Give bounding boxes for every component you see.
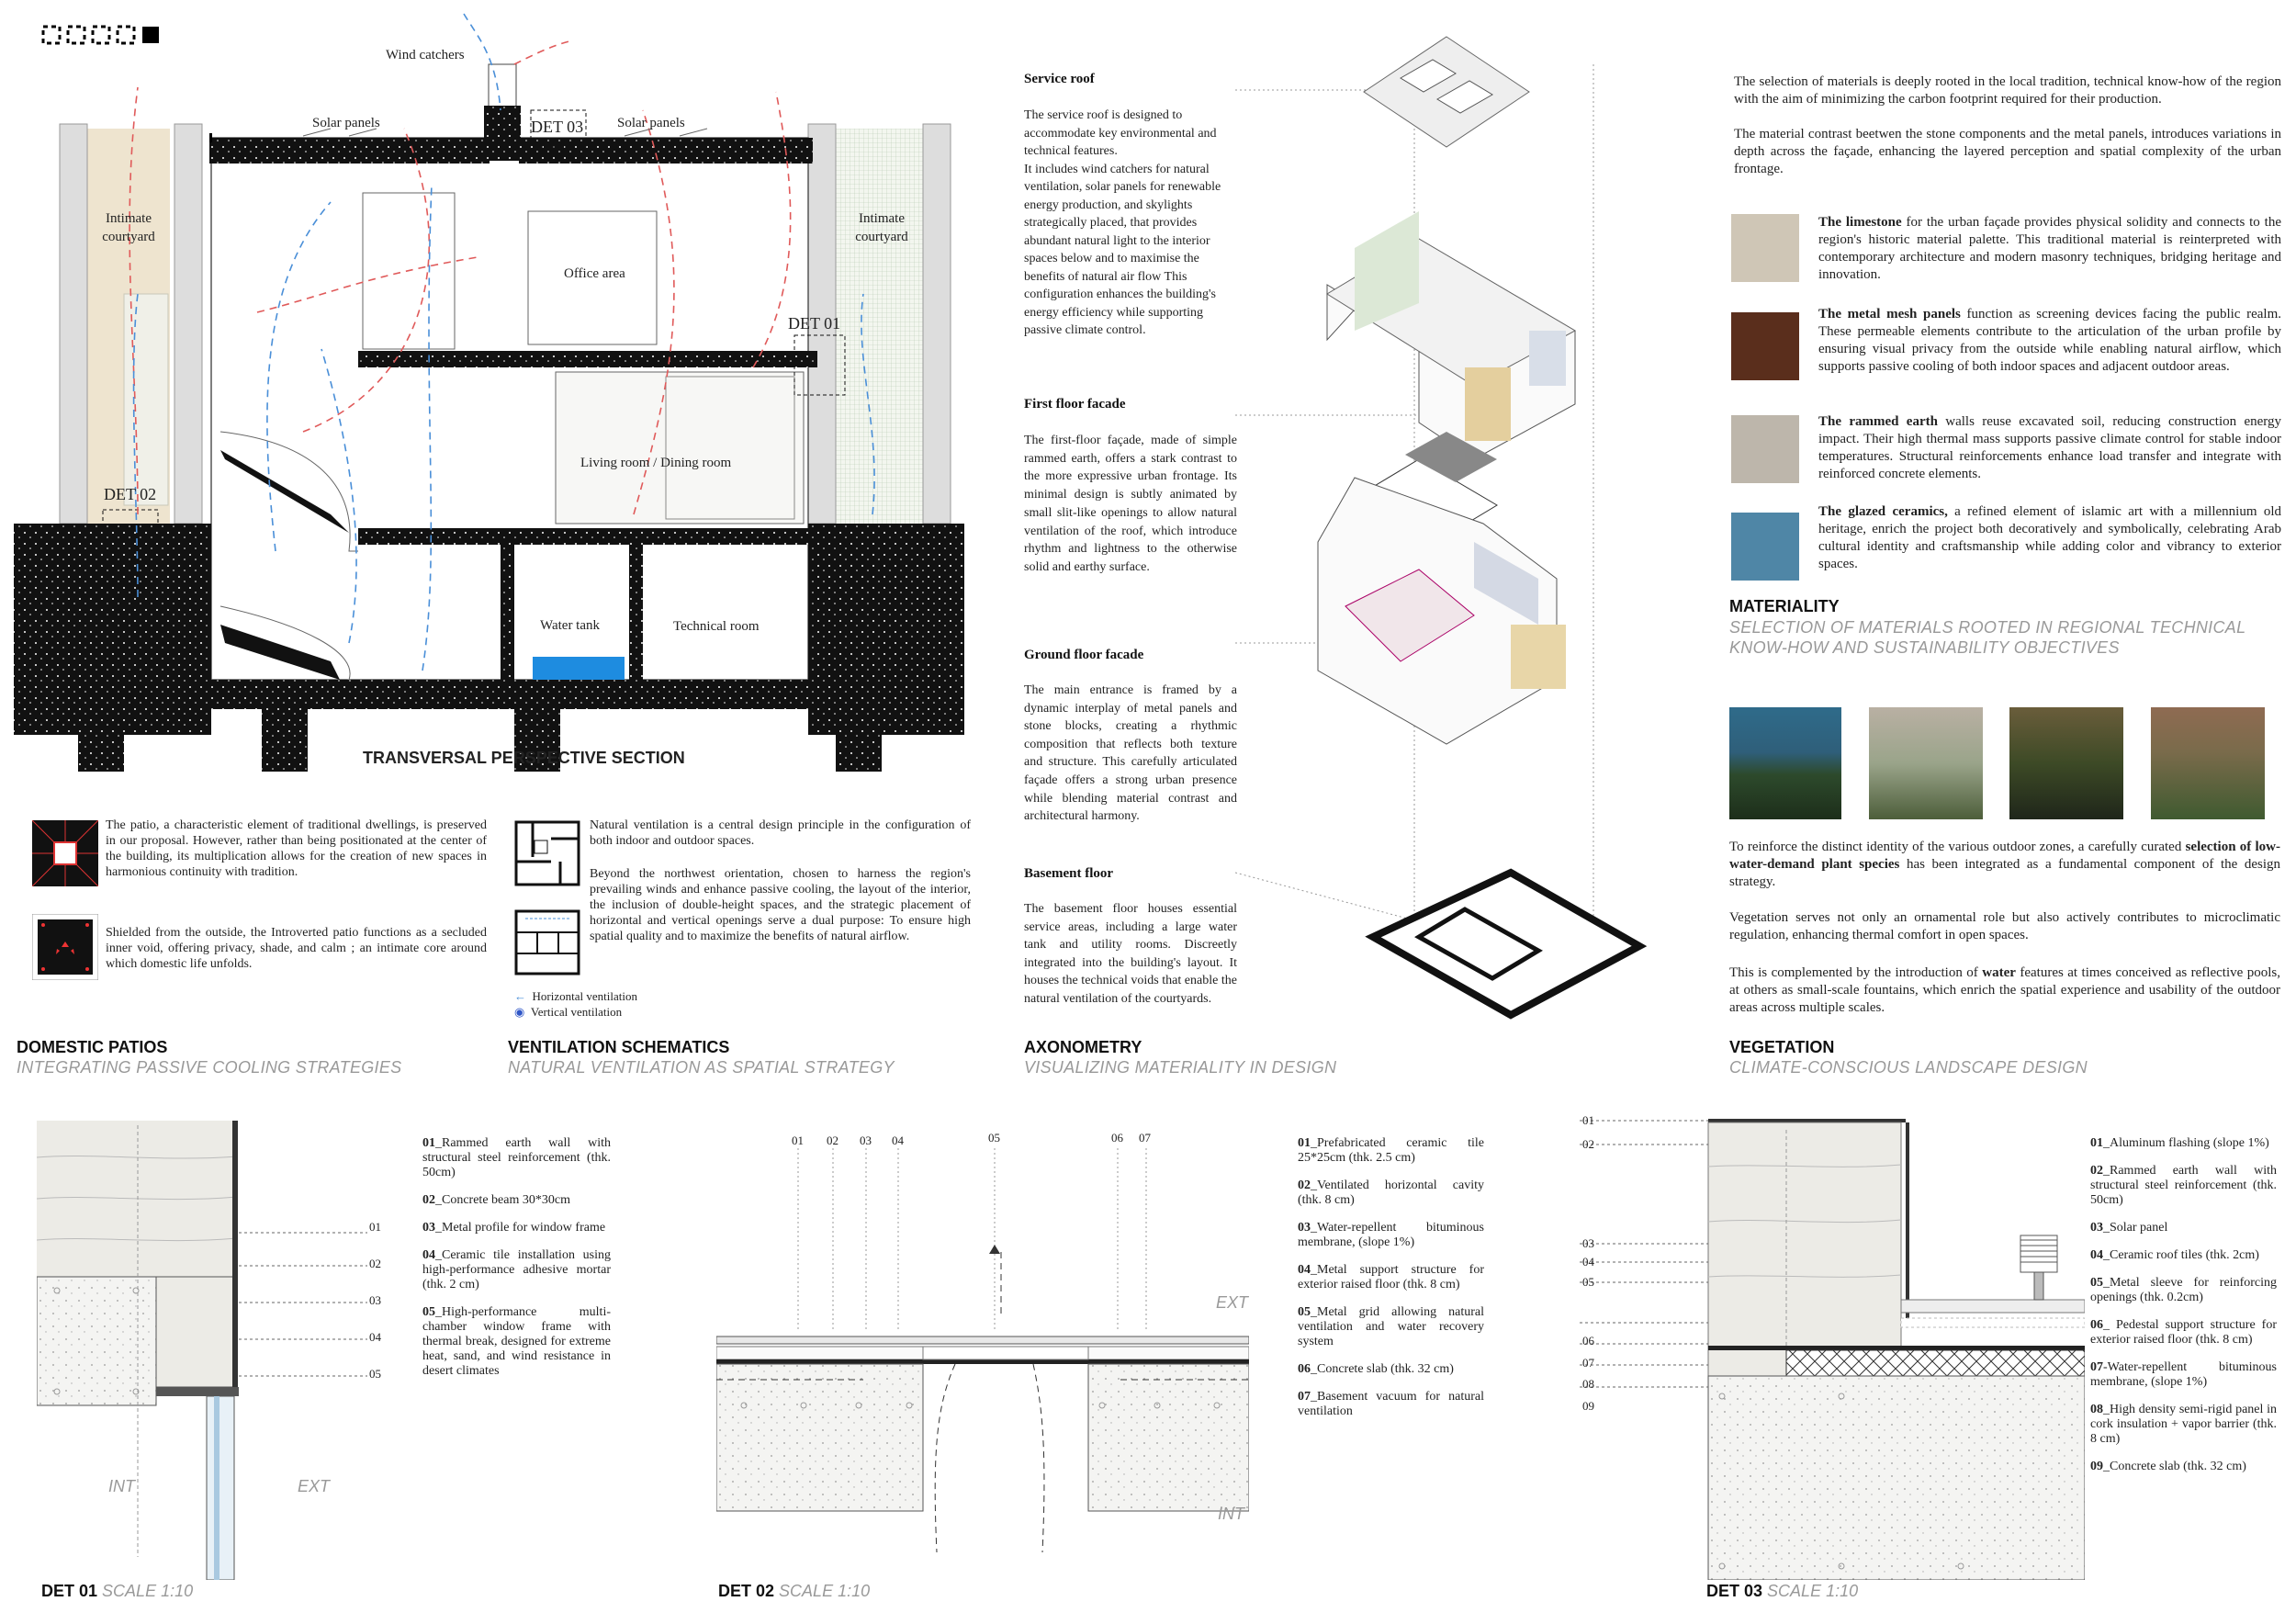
det01-note-01 (422, 1136, 611, 1180)
ventilation-title: VENTILATION SCHEMATICS (508, 1038, 730, 1056)
patio-diagram-1 (32, 820, 98, 886)
det01-notes (422, 1136, 611, 1379)
patio-text-1: The patio, a characteristic element of traditional dwellings, is preserved in our proposal. However, rather than being positionated at the center of the building, its multiplication allows for the creation of new spaces in harmonious continuity with tradition. (106, 818, 487, 879)
note-num: 03 (422, 1221, 435, 1235)
veg-p3c: features at times conceived as reflective pools, at others as small-scale fountains, which enrich the spatial experience and usability of the outdoor areas across multiple scales. (1729, 965, 2280, 1015)
det03-note-07 (2090, 1360, 2277, 1390)
det03-note-04 (2090, 1248, 2277, 1263)
det03-note-01 (2090, 1136, 2277, 1151)
note-text: _Metal profile for window frame (435, 1221, 606, 1235)
arrow-left-icon: ← (514, 989, 526, 1003)
axonometry-title: AXONOMETRY (1024, 1038, 1142, 1056)
det02-note-02 (1298, 1179, 1484, 1208)
note-num: 06 (2090, 1318, 2103, 1332)
vegetation-photo-2 (1869, 707, 1983, 819)
note-text: _ Pedestal support structure for exterior raised floor (thk. 8 cm) (2090, 1318, 2277, 1347)
note-num: 03 (1298, 1221, 1311, 1235)
vegetation-photo-1 (1729, 707, 1841, 819)
det02-callout-07: 07 (1139, 1131, 1151, 1145)
vent-legend-v (514, 1005, 622, 1020)
det03-callout-03: 03 (1582, 1236, 1594, 1250)
note-text: _High density semi-rigid panel in cork insulation + vapor barrier (thk. 8 cm) (2090, 1403, 2277, 1446)
det01-callout-04: 04 (369, 1330, 381, 1344)
water-tank-label: Water tank (540, 618, 601, 633)
det02-note-01 (1298, 1136, 1484, 1166)
patio-text-2: Shielded from the outside, the Introverted patio functions as a secluded inner void, offering privacy, shade, and calm ; an intimate core around which domestic life unfolds. (106, 926, 487, 971)
det03-callout-02: 02 (1582, 1137, 1594, 1151)
axonometric-drawing (1235, 28, 1685, 1020)
note-num: 03 (2090, 1221, 2103, 1235)
vent-diagram-2 (514, 909, 580, 976)
det03-note-09 (2090, 1460, 2277, 1474)
ax-text-ground-floor: The main entrance is framed by a dynamic interplay of metal panels and stone blocks, creating a rhythmic composition that reflects both texture and structure. This carefully articulated façade offers a strong urban presence while blending material contrast and architectural harmony. (1024, 683, 1237, 824)
note-num: 05 (422, 1305, 435, 1319)
det01-ext-label: EXT (298, 1477, 331, 1495)
det02-int-label: INT (1218, 1505, 1244, 1523)
det03-note-08 (2090, 1403, 2277, 1447)
det03-callout-08: 08 (1582, 1377, 1594, 1391)
glazed-ceramic-desc: a refined element of islamic art with a millennium old heritage, enrich the project both decoratively and symbolically, celebrating Arab cultural identity and craftsmanship while adding color and vibrancy to exterior spaces. (1818, 504, 2281, 571)
det03-note-06 (2090, 1318, 2277, 1348)
veg-p1b: selection of low-water-demand plant species (1729, 840, 2280, 872)
det01-drawing (37, 1116, 404, 1580)
solar-panels-right-label: Solar panels (617, 116, 685, 130)
det02-note-04 (1298, 1263, 1484, 1292)
note-text: _Water-repellent bituminous membrane, (slope 1%) (1298, 1221, 1484, 1249)
det02-callout-04: 04 (892, 1133, 904, 1147)
det02-callout-03: 03 (860, 1133, 872, 1147)
note-text: _Aluminum flashing (slope 1%) (2103, 1136, 2269, 1150)
det03-callout-06: 06 (1582, 1334, 1594, 1348)
metal-mesh-swatch (1731, 312, 1799, 380)
det01-int-label: INT (108, 1477, 135, 1495)
det02-scale: SCALE 1:10 (779, 1582, 871, 1600)
det02-callout-01: 01 (792, 1133, 804, 1147)
det01-callout-02: 02 (369, 1257, 381, 1270)
ax-head-ground-floor: Ground floor facade (1024, 648, 1144, 662)
vegetation-text-2: Vegetation serves not only an ornamental role but also actively contributes to microclimatic regulation, enhancing thermal comfort in open spaces. (1729, 910, 2280, 942)
det03-note-05 (2090, 1276, 2277, 1305)
solar-panels-left-label: Solar panels (312, 116, 380, 130)
technical-room-label: Technical room (673, 619, 760, 634)
veg-p3b: water (1982, 965, 2016, 980)
patios-title: DOMESTIC PATIOS (17, 1038, 168, 1056)
vent-legend-h (514, 989, 637, 1004)
rammed-earth-desc: walls reuse excavated soil, reducing construction energy impact. Their high thermal mass supports passive climate control for stable indoor temperatures. Structural reinforcements enhance load transfer and integrate with reinforced concrete elements. (1818, 414, 2281, 481)
note-text: _Basement vacuum for natural ventilation (1298, 1390, 1484, 1418)
vent-diagram-1 (514, 820, 580, 886)
det02-callout-06: 06 (1111, 1131, 1123, 1145)
note-num: 07 (2090, 1360, 2103, 1374)
note-text: _Ceramic roof tiles (thk. 2cm) (2103, 1248, 2259, 1262)
rammed-earth-text (1818, 413, 2281, 483)
det02-note-07 (1298, 1390, 1484, 1419)
ax-head-service-roof: Service roof (1024, 72, 1095, 86)
note-num: 06 (1298, 1362, 1311, 1376)
det01-callout: DET 01 (788, 314, 841, 333)
note-text: -Water-repellent bituminous membrane, (slope 1%) (2090, 1360, 2277, 1389)
ax-head-first-floor: First floor facade (1024, 397, 1126, 412)
note-num: 02 (2090, 1164, 2103, 1178)
note-text: _Concrete slab (thk. 32 cm) (2103, 1460, 2246, 1473)
det03-callout-09: 09 (1582, 1399, 1594, 1413)
det02-ext-label: EXT (1216, 1293, 1249, 1312)
note-num: 01 (422, 1136, 435, 1150)
wind-catchers-label: Wind catchers (386, 48, 465, 62)
note-text: _High-performance multi-chamber window frame with thermal break, designed for extreme heat, sand, and wind resistance in desert climates (422, 1305, 611, 1378)
patio-plan-icon (32, 820, 98, 886)
det02-drawing (716, 1130, 1249, 1580)
note-text: _Ventilated horizontal cavity (thk. 8 cm) (1298, 1179, 1484, 1207)
ax-text-first-floor: The first-floor façade, made of simple rammed earth, offers a stark contrast to the more expressive urban frontage. Its minimal design is subtly animated by small slit-like openings to allow natural ventilation of the roof, which introduce rhythm and lightness to the otherwise solid and earthy surface. (1024, 434, 1237, 574)
axonometry-subtitle: VISUALIZING MATERIALITY IN DESIGN (1024, 1058, 1337, 1077)
introverted-patio-icon (32, 914, 98, 980)
det01-note-04 (422, 1248, 611, 1292)
note-num: 09 (2090, 1460, 2103, 1473)
rammed-earth-name: The rammed earth (1818, 414, 1938, 429)
note-text: _Solar panel (2103, 1221, 2168, 1235)
courtyard-right-label: Intimate courtyard (855, 211, 908, 244)
note-text: _Concrete slab (thk. 32 cm) (1311, 1362, 1454, 1376)
materiality-intro-2: The material contrast beetwen the stone components and the metal panels, introduces variations in depth across the façade, enhancing the layered perception and spatial complexity of the urban frontage. (1734, 127, 2281, 176)
det03-callout: DET 03 (531, 118, 584, 136)
note-num: 01 (1298, 1136, 1311, 1150)
glazed-ceramic-text (1818, 503, 2281, 573)
det02-note-05 (1298, 1305, 1484, 1349)
note-num: 07 (1298, 1390, 1311, 1404)
det03-drawing (1580, 1111, 2085, 1580)
patios-subtitle: INTEGRATING PASSIVE COOLING STRATEGIES (17, 1058, 402, 1077)
note-num: 04 (1298, 1263, 1311, 1277)
circle-dot-icon: ◉ (514, 1005, 525, 1019)
vegetation-photo-3 (2009, 707, 2123, 819)
ventilation-plan-icon (514, 909, 580, 976)
det01-callout-03: 03 (369, 1293, 381, 1307)
note-num: 08 (2090, 1403, 2103, 1416)
vegetation-title: VEGETATION (1729, 1038, 1835, 1056)
det02-notes (1298, 1136, 1484, 1419)
vegetation-photo-4 (2151, 707, 2265, 819)
det02-title-text: DET 02 (718, 1582, 775, 1600)
patio-diagram-2 (32, 914, 98, 980)
det01-note-05 (422, 1305, 611, 1379)
note-num: 04 (2090, 1248, 2103, 1262)
glazed-ceramic-swatch (1731, 513, 1799, 581)
note-num: 04 (422, 1248, 435, 1262)
note-num: 02 (422, 1193, 435, 1207)
det03-title (1706, 1582, 1858, 1601)
legend-v-label: Vertical ventilation (530, 1005, 623, 1019)
det02-note-03 (1298, 1221, 1484, 1250)
det02-callout-02: 02 (827, 1133, 838, 1147)
courtyard-left-label: Intimate courtyard (102, 211, 155, 244)
note-num: 01 (2090, 1136, 2103, 1150)
living-label: Living room / Dining room (580, 456, 732, 470)
det01-note-03 (422, 1221, 611, 1235)
vent-text-1: Natural ventilation is a central design principle in the configuration of both indoor and outdoor spaces. (590, 818, 971, 848)
metal-mesh-desc: function as screening devices facing the public realm. These permeable elements contribute to the articulation of the urban profile by ensuring visual privacy from the outside while enabling natural airflow, which supports passive cooling of both indoor spaces and adjacent outdoor areas. (1818, 307, 2281, 374)
det03-callout-01: 01 (1582, 1113, 1594, 1127)
det01-title (41, 1582, 193, 1601)
section-title: TRANSVERSAL PERSPECTIVE SECTION (363, 749, 685, 767)
metal-mesh-name: The metal mesh panels (1818, 307, 1961, 321)
det02-note-06 (1298, 1362, 1484, 1377)
det01-callout-01: 01 (369, 1220, 381, 1234)
note-text: _Ceramic tile installation using high-performance adhesive mortar (thk. 2 cm) (422, 1248, 611, 1291)
ax-text-basement: The basement floor houses essential service areas, including a large water tank and utility rooms. Discreetly integrated into the building's layout. It houses the technical voids that enable the natural ventilation of the courtyards. (1024, 902, 1237, 1006)
vent-text-2: Beyond the northwest orientation, chosen to harness the region's prevailing winds and enhance passive cooling, the layout of the interior, the inclusion of double-height spaces, and the strategic placement of horizontal and vertical openings serve a dual purpose: To ensure high spatial quality and to maximize the benefits of natural airflow. (590, 867, 971, 943)
det03-notes (2090, 1136, 2277, 1474)
det03-callout-07: 07 (1582, 1356, 1594, 1370)
metal-mesh-text (1818, 306, 2281, 376)
det03-note-03 (2090, 1221, 2277, 1235)
det03-callout-05: 05 (1582, 1275, 1594, 1289)
veg-p1a: To reinforce the distinct identity of the various outdoor zones, a carefully curated (1729, 840, 2186, 854)
ax-head-basement: Basement floor (1024, 866, 1114, 881)
materiality-title: MATERIALITY (1729, 597, 1840, 615)
det01-callout-05: 05 (369, 1367, 381, 1381)
limestone-text (1818, 214, 2281, 284)
ventilation-subtitle: NATURAL VENTILATION AS SPATIAL STRATEGY (508, 1058, 895, 1077)
det03-title-text: DET 03 (1706, 1582, 1763, 1600)
rammed-earth-swatch (1731, 415, 1799, 483)
note-num: 02 (1298, 1179, 1311, 1192)
limestone-name: The limestone (1818, 215, 1902, 230)
note-text: _Concrete beam 30*30cm (435, 1193, 570, 1207)
note-text: _Metal support structure for exterior raised floor (thk. 8 cm) (1298, 1263, 1484, 1291)
note-text: _Metal sleeve for reinforcing openings (thk. 0.2cm) (2090, 1276, 2277, 1304)
note-text: _Rammed earth wall with structural steel reinforcement (thk. 50cm) (422, 1136, 611, 1179)
glazed-ceramic-name: The glazed ceramics, (1818, 504, 1948, 519)
det01-title-text: DET 01 (41, 1582, 98, 1600)
det03-scale: SCALE 1:10 (1767, 1582, 1859, 1600)
materiality-intro-1: The selection of materials is deeply rooted in the local tradition, technical know-how of the region with the aim of minimizing the carbon footprint required for their production. (1734, 74, 2281, 107)
veg-p3a: This is complemented by the introduction of (1729, 965, 1983, 980)
transversal-section (0, 0, 983, 781)
note-num: 05 (1298, 1305, 1311, 1319)
note-text: _Rammed earth wall with structural steel reinforcement (thk. 50cm) (2090, 1164, 2277, 1207)
office-label: Office area (564, 266, 625, 281)
note-text: _Metal grid allowing natural ventilation and water recovery system (1298, 1305, 1484, 1348)
vegetation-text-3 (1729, 964, 2280, 1017)
vegetation-text-1 (1729, 839, 2280, 891)
legend-h-label: Horizontal ventilation (532, 989, 637, 1003)
det02-title (718, 1582, 870, 1601)
det03-note-02 (2090, 1164, 2277, 1208)
veg-p1c: has been integrated as a fundamental component of the design strategy. (1729, 857, 2280, 889)
note-num: 05 (2090, 1276, 2103, 1290)
det01-scale: SCALE 1:10 (102, 1582, 194, 1600)
vegetation-subtitle: CLIMATE-CONSCIOUS LANDSCAPE DESIGN (1729, 1058, 2088, 1077)
limestone-swatch (1731, 214, 1799, 282)
ventilation-plan-icon (514, 820, 580, 886)
materiality-subtitle: SELECTION OF MATERIALS ROOTED IN REGIONAL TECHNICAL KNOW-HOW AND SUSTAINABILITY OBJECTIVES (1729, 618, 2246, 657)
det01-note-02 (422, 1193, 611, 1208)
ax-text-service-roof: The service roof is designed to accommodate key environmental and technical features. It includes wind catchers for natural ventilation, solar panels for renewable energy production, and skylights strategically placed, that provides abundant natural light to the interior spaces below and to maximise the benefits of natural air flow This configuration enhances the building's energy efficiency while supporting passive climate control. (1024, 108, 1221, 337)
note-text: _Prefabricated ceramic tile 25*25cm (thk. 2.5 cm) (1298, 1136, 1484, 1165)
det02-callout-05: 05 (988, 1131, 1000, 1145)
det02-callout: DET 02 (104, 485, 157, 503)
det03-callout-04: 04 (1582, 1255, 1594, 1269)
limestone-desc: for the urban façade provides physical solidity and connects to the region's historic material palette. This traditional material is reinterpreted with contemporary architecture and modern masonry techniques, bridging heritage and innovation. (1818, 215, 2281, 282)
